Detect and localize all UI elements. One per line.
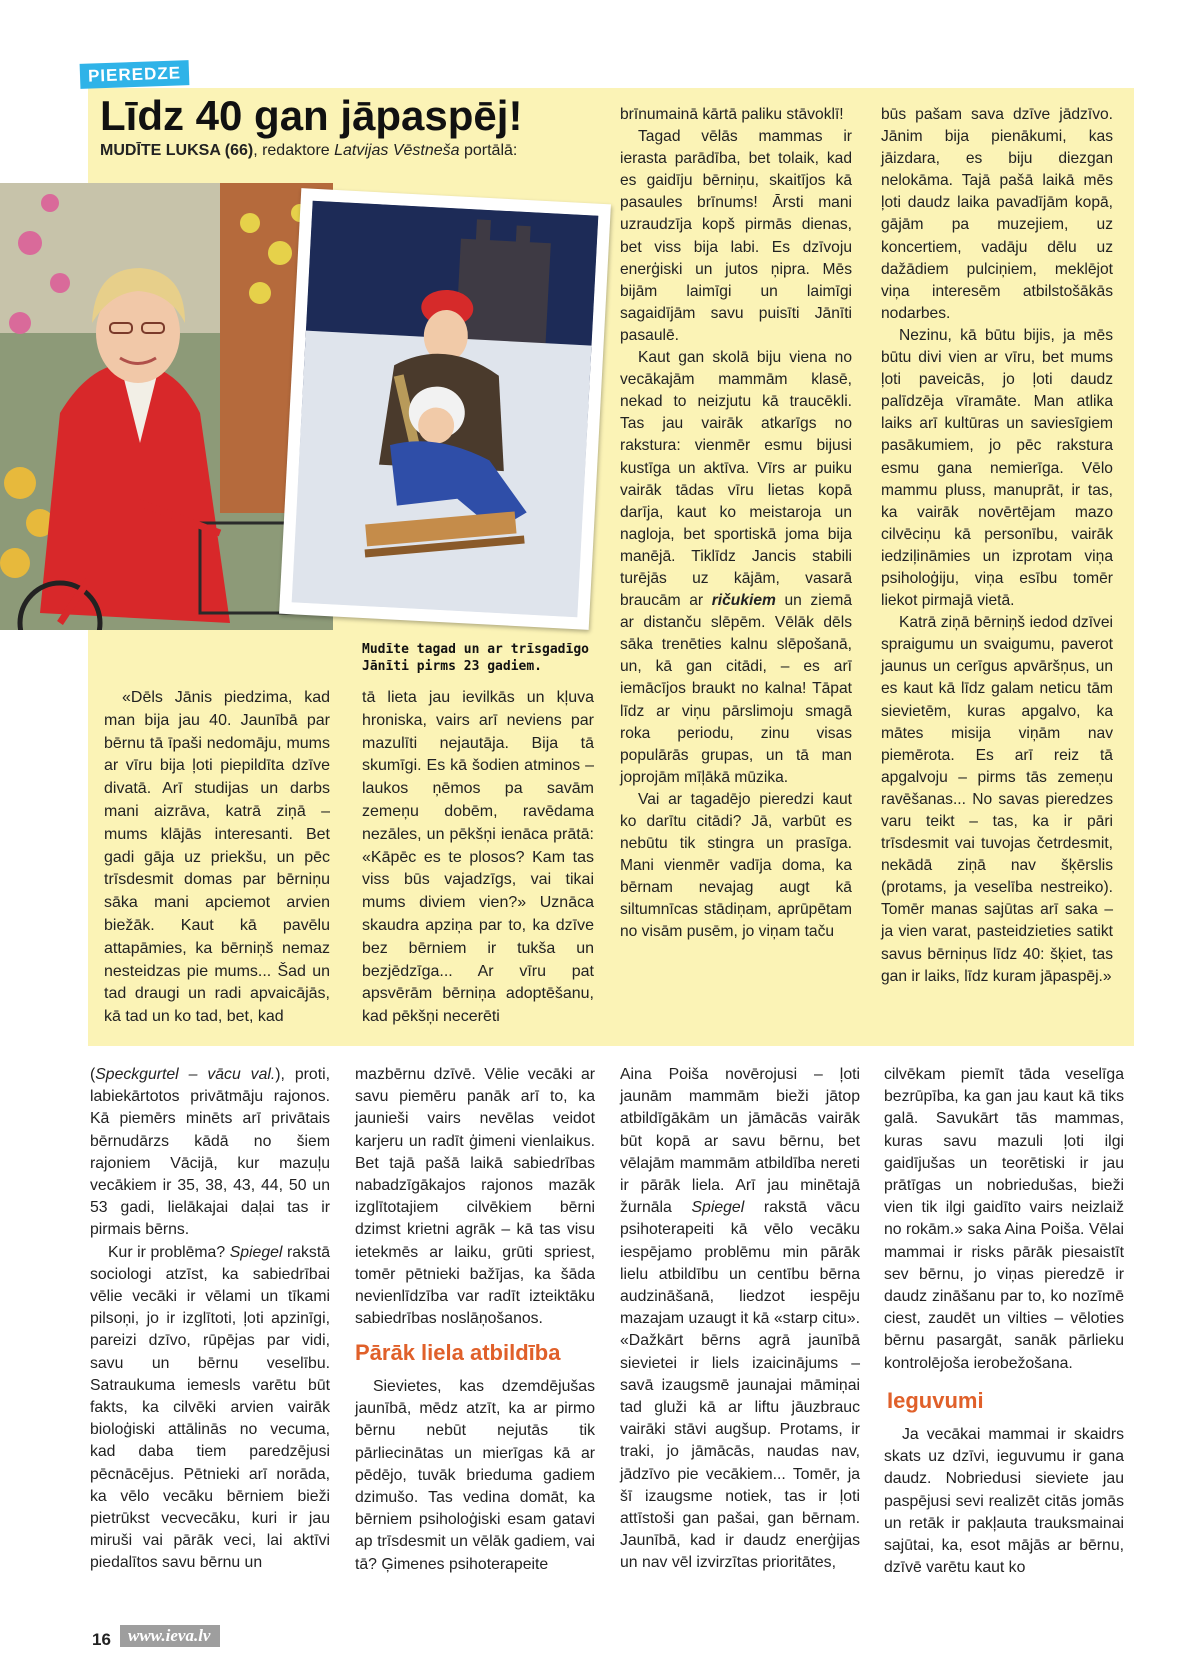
interview-col3-p4: Vai ar tagadējo pieredzi kaut ko darītu citādi? Jā, varbūt es nebūtu tik stingra un prasīga. Mani vienmēr vadīja doma, ka bērnam nevajag augt kā siltumnīcas stādiņam, aprūpētam no visām pusēm, jo viņam taču <box>620 790 852 941</box>
article-column-1 <box>90 1064 330 1575</box>
article-col3-p1 <box>620 1064 860 1575</box>
byline-role: , redaktore <box>253 142 335 159</box>
photo-caption: Mudīte tagad un ar trīsgadīgo Jānīti pirms 23 gadiem. <box>362 642 589 674</box>
interview-col2-text: tā lieta jau ievilkās un kļuva hroniska, vairs arī neviens par mazulīti nejautāja. Bija tā skumīgi. Es kā šodien atminos – laukos ņēmos pa savām zemeņu dobēm, ravēdama nezāles, un pēkšņi ienāca prātā: «Kāpēc es te plosos? Kam tas viss būs vajadzīgs, vai tikai mums diviem vien?» Uznāca skaudra apziņa par to, ka dzīve bez bērniem ir tukša un bezjēdzīga... Ar vīru pat apsvērām bērniņa adoptēšanu, kad pēkšņi necerēti <box>362 689 594 1026</box>
interview-column-2 <box>362 687 594 1029</box>
photo-mother-child-sled <box>279 188 611 630</box>
interview-col3-p3-a: Kaut gan skolā biju viena no vecākajām mammām klasē, nekad to neizjutu kā traucēkli. Tas jau vairāk atkarīgs no rakstura: vienmēr esmu bijusi kustīga un aktīva. Vīrs ar puiku vairāk tādas vīru lietas kopā darīja, kaut ko meistaroja un nagloja, bet sportiskā joma bija manējā. Tiklīdz Jancis stabili turējās uz kājām, vasarā braucām ar <box>620 349 852 610</box>
interview-col3-p1: brīnumainā kārtā paliku stāvoklī! <box>620 106 844 123</box>
article-col4-p1: cilvēkam piemīt tāda veselīga bezrūpība, ka gan jau kaut kā tiks galā. Savukārt tās mammas, kuras savu mazuli ļoti ilgi gaidījušas un teorētiski ir jau prātīgas un nobriedušas, bieži vien tik ilgi gaidīto vairs neizlaiž no rokām.» saka Aina Poiša. Vēlai mammai ir risks pārāk piesaistīt sev bērnu, jo viņas pieredzē ir daudz zināšanu par to, ko nozīmē ciest, zaudēt un vilties – vēloties bērnu pasargāt, sanāk pārlieku kontrolējoša ierobežošana. <box>884 1066 1124 1372</box>
subhead-benefits: Ieguvumi <box>887 1388 984 1413</box>
article-col3-p1-em: Spiegel <box>691 1199 745 1217</box>
photo-sled-illustration <box>292 201 599 617</box>
article-col1-p2-em: Spiegel <box>229 1243 283 1261</box>
interview-column-4 <box>881 104 1113 988</box>
article-col1-p1-text: ), proti, labiekārtotos privātmāju rajonos. Kā piemērs minēts arī privātais bērnudārzs kādā no šiem rajoniem Vācijā, kur mazuļu vecākiem ir 35, 38, 43, 44, 50 un 53 gadi, lielākajai daļai tas ir pirmais bērns. <box>90 1066 330 1239</box>
interview-column-3 <box>620 104 852 944</box>
interview-col1-text: «Dēls Jānis piedzima, kad man bija jau 40. Jaunībā par bērnu tā īpaši nedomāju, mums ar vīru bija ļoti piepildīta dzīve divatā. Arī studijas un darbs mani aizrāva, katrā ziņā – mums klājās interesanti. Bet gadi gāja uz priekšu, un pēc trīsdesmit domas par bērniņu sāka mani apciemot arvien biežāk. Kaut kā pavēlu attapāmies, ka bērniņš nemaz nesteidzas pie mums... Šad un tad draugi un radi apvaicājās, kā tad un ko tad, bet, kad <box>104 689 330 1026</box>
interview-col4-p2: Nezinu, kā būtu bijis, ja mēs būtu divi vien ar vīru, bet mums ļoti paveicās, jo ļoti daudz palīdzēja vīramāte. Man atlika laiks arī kultūras un saviesīgiem pasākumiem, jo pēc rakstura esmu gana nemierīga. Vēlo mammu pluss, manuprāt, ir tas, ka vairāk novērtējam mazo cilvēciņu kā personību, vairāk iedziļināmies un izprotam viņa psiholoģiju, viņa esību tomēr liekot pirmajā vietā. <box>881 326 1113 610</box>
article-col1-p1: (Speckgurtel – vācu val.), proti, labiekārtotos privātmāju rajonos. Kā piemērs minēts arī privātais bērnudārzs kādā no šiem rajoniem Vācijā, kur mazuļu vecākiem ir 35, 38, 43, 44, 50 un 53 gadi, lielākajai daļai tas ir pirmais bērns. <box>90 1066 330 1239</box>
byline-publication: Latvijas Vēstneša <box>334 142 460 159</box>
footer-url: www.ieva.lv <box>120 1625 220 1647</box>
article-col1-p2-a: Kur ir problēma? <box>108 1243 230 1261</box>
interview-col3-p3 <box>620 347 852 789</box>
article-col2-p2: Sievietes, kas dzemdējušas jaunībā, mēdz atzīt, ka ar pirmo bērnu nebūt nejutās tik pārliecinātas un mierīgas kā ar pēdējo, tuvāk brieduma gadiem dzimušo. Tas vedina domāt, ka bērniem psiholoģiski esam gatavi ap trīsdesmit un vēlāk gadiem, vai tā? Ģimenes psihoterapeite <box>355 1378 595 1573</box>
article-col3-p1-b: rakstā vācu psihoterapeiti kā vēlo vecāku iespējamo problēmu min pārāk lielu atbildību un centību bērna audzināšanā, liedzot iespēju mazajam uzaugt it kā «starp citu». «Dažkārt bērns agrā jaunībā sievietei ir liels izaicinājums – savā izaugsmē jaunajai māmiņai tad gluži kā ar liftu jāuzbrauc vairāki stāvi augšup. Protams, ir traki, jo jāmācās, naudas nav, jādzīvo pie vecākiem... Tomēr, ja šī izaugsme notiek, tas ir ļoti attīstoši gan pašai, gan bērnam. Jaunībā, kad ir daudz enerģijas un nav vēl izvirzītas prioritātes, <box>620 1199 860 1572</box>
article-column-2-lower <box>355 1376 595 1576</box>
article-col3-p1-a: Aina Poiša novērojusi – ļoti jaunām mammām bieži jātop atbildīgākām un jāmācās vairāk būt kopā ar savu bērnu, bet vēlajām mammām atbildība nereti ir pārāk liela. Arī jau minētajā žurnāla <box>620 1066 860 1217</box>
photo-sled-scene <box>292 201 599 617</box>
article-column-2 <box>355 1064 595 1330</box>
interview-col3-p2: Tagad vēlās mammas ir ierasta parādība, bet tolaik, kad es gaidīju bērniņu, skaitījos kā pasaules brīnums! Ārsti mani uzraudzīja kopš pirmās dienas, bet viss bija labi. Es dzīvoju enerģiski un jutos ņipra. Mēs bijām laimīgi un laimīgi sagaidījām savu puisīti Jānīti pasaulē. <box>620 128 852 344</box>
section-tag: PIEREDZE <box>80 60 190 89</box>
subhead-too-much-responsibility: Pārāk liela atbildība <box>355 1340 561 1365</box>
interview-col3-p3-b: un ziemā ar distanču slēpēm. Vēlāk dēls sāka trenēties kalnu slēpošanā, un, kā gan citādi, – es arī iemācījos braukt no kalna! Tāpat līdz ar viņu pārslimoju smagā roka periodu, zinu visas populārās grupas, un tā man joprojām mīļākā mūzika. <box>620 592 852 786</box>
byline-name: MUDĪTE LUKSA (66) <box>100 142 254 159</box>
interview-col4-p3: Katrā ziņā bērniņš iedod dzīvei spraigumu un svaigumu, paverot jaunus un cerīgus apvāršņus, un es kaut kā līdz galam neticu tām sievietēm, kuras apgalvo, ka mātes misija viņām nav piemērota. Es arī reiz tā apgalvoju – pirms tās zemeņu ravēšanas... No savas pieredzes varu teikt – tas, ka ir pāri trīsdesmit vai tuvojas četrdesmit, nekādā ziņā nav šķērslis (protams, ja veselība nestreiko). Tomēr manas sajūtas arī saka – ja vien varat, pasteidzieties satikt savus bērniņus līdz 40: šķiet, tas gan ir laiks, līdz kuram jāpaspēj.» <box>881 614 1113 985</box>
headline: Līdz 40 gan jāpaspēj! <box>100 92 523 139</box>
interview-col3-p3-em: ričukiem <box>711 592 776 610</box>
article-col1-em: Speckgurtel – vācu val. <box>95 1066 276 1083</box>
interview-col4-p1: būs pašam sava dzīve jādzīvo. Jānim bija pienākumi, kas jāizdara, es biju diezgan nelokāma. Tajā pašā laikā mēs ļoti daudz laika pavadījām kopā, gājām pa muzejiem, uz koncertiem, vadāju dēlu uz dažādiem pulciņiem, meklējot viņa interesēm atbilstošākās nodarbes. <box>881 106 1113 322</box>
article-column-4-lower <box>884 1424 1124 1579</box>
byline <box>100 142 517 160</box>
article-column-4 <box>884 1064 1124 1375</box>
article-col4-p2: Ja vecākai mammai ir skaidrs skats uz dzīvi, ieguvumu ir gana daudz. Nobriedusi sieviete jau paspējusi sevi realizēt citās jomās un retāk ir pakļauta trauksmainai sajūtai, ka, esot mājās ar bērnu, dzīvē varētu kaut ko <box>884 1426 1124 1577</box>
page-number: 16 <box>92 1630 111 1649</box>
article-col1-p2 <box>90 1242 330 1575</box>
article-column-3 <box>620 1064 860 1575</box>
interview-column-1 <box>104 687 330 1029</box>
byline-suffix: portālā: <box>459 142 518 159</box>
article-col2-p1: mazbērnu dzīvē. Vēlie vecāki ar savu piemēru panāk arī to, ka jaunieši vairs nevēlas veidot karjeru un radīt ģimeni vienlaikus. Bet tajā pašā laikā sabiedrības nabadzīgākajos rajonos mazāk izglītotajiem cilvēkiem bērni dzimst krietni agrāk – kā tas visu ietekmēs ar laiku, grūti spriest, tomēr pētnieki bažījas, ka šāda nevienlīdzība var radīt izteiktāku sabiedrības noslāņošanos. <box>355 1066 595 1328</box>
article-col1-p2-b: rakstā sociologi atzīst, ka sabiedrībai vēlie vecāki ir vēlami un tīkami pilsoņi, jo ir izglītoti, ļoti apzinīgi, pareizi dzīvo, rūpējas par vidi, savu un bērnu veselību. Satraukuma iemesls varētu būt fakts, ka cilvēki arvien vairāk bioloģiski attālinās no vecuma, kad daba tiem paredzējusi pēcnācējus. Pētnieki arī norāda, ka vēlo vecāku bērniem bieži pietrūkst vecvecāku, kuri ir jau miruši vai pārāk veci, lai aktīvi piedalītos savu bērnu un <box>90 1243 330 1572</box>
